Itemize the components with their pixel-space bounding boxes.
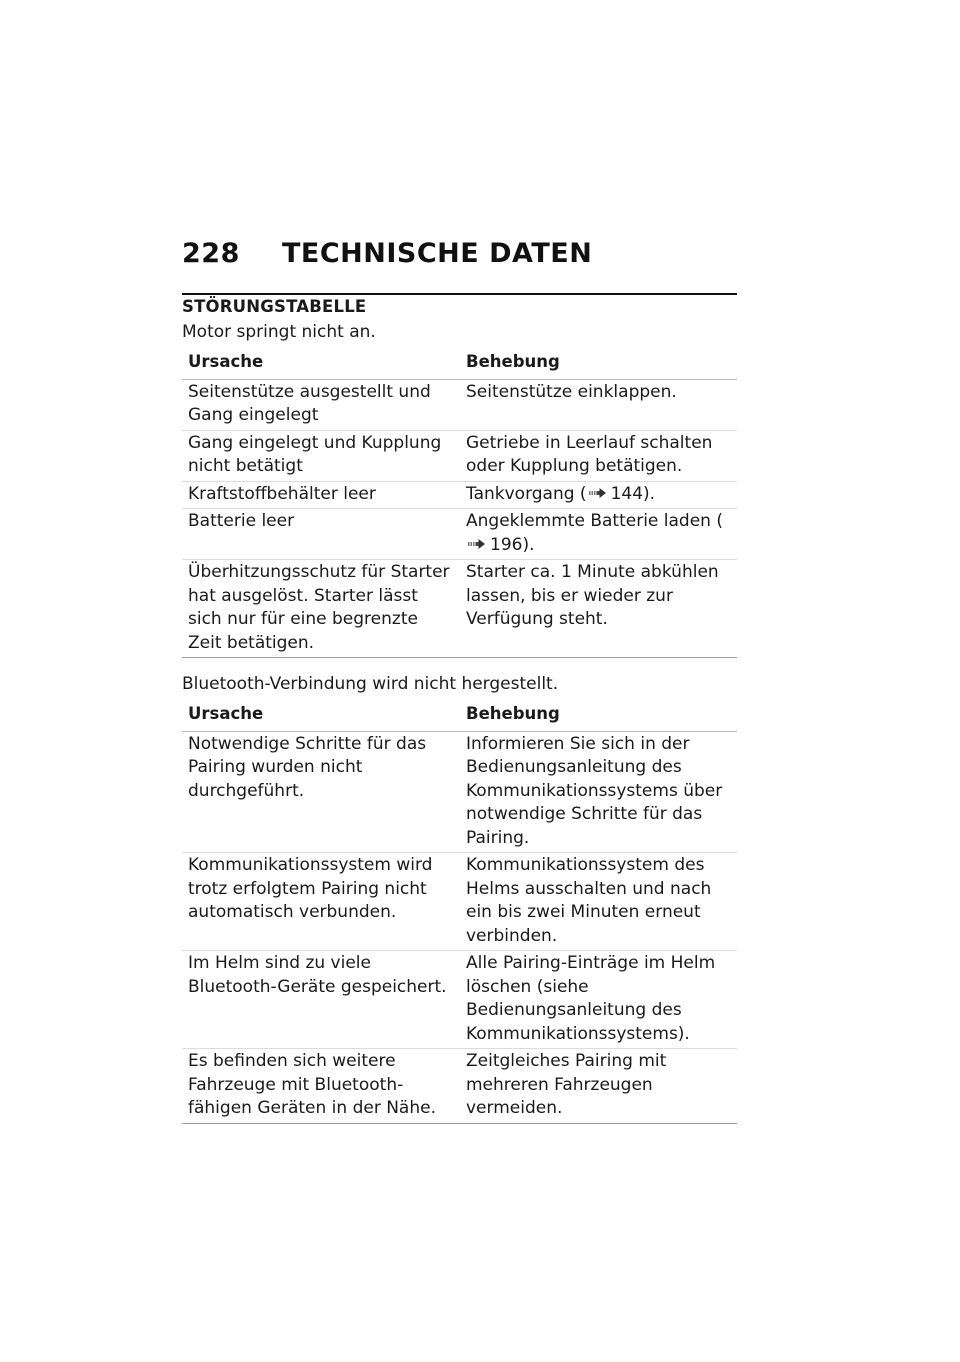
fix-cell — [460, 481, 737, 509]
table-row — [182, 951, 737, 1049]
arrow-right-icon — [589, 488, 607, 498]
chapter-title: TECHNISCHE DATEN — [282, 238, 593, 269]
fix-cell — [460, 509, 737, 560]
fix-text-end: ). — [522, 534, 535, 555]
column-header-cause: Ursache — [182, 344, 460, 379]
troubleshooting-table-bluetooth — [182, 696, 737, 1124]
fix-cell: Informieren Sie sich in der Bedienungsanleitung des Kommunikationssystems über notwendige Schritte für das Pairing. — [460, 731, 737, 853]
column-header-fix: Behebung — [460, 696, 737, 731]
table-row — [182, 731, 737, 853]
cause-cell: Seitenstütze ausgestellt und Gang eingelegt — [182, 379, 460, 430]
table-header-row — [182, 344, 737, 379]
table-row — [182, 379, 737, 430]
cause-cell: Überhitzungsschutz für Starter hat ausgelöst. Starter lässt sich nur für eine begrenzte Zeit betätigen. — [182, 560, 460, 658]
cause-cell: Es befinden sich weitere Fahrzeuge mit Bluetooth-fähigen Geräten in der Nähe. — [182, 1049, 460, 1124]
header-divider — [182, 293, 737, 295]
page-reference-link[interactable]: 196 — [490, 534, 523, 555]
fix-text: Tankvorgang ( — [466, 483, 587, 504]
fix-text-end: ). — [643, 483, 656, 504]
table-header-row — [182, 696, 737, 731]
arrow-right-icon — [468, 539, 486, 549]
section-title: STÖRUNGSTABELLE — [182, 297, 367, 316]
cause-cell: Im Helm sind zu viele Bluetooth-Geräte gespeichert. — [182, 951, 460, 1049]
table-row — [182, 481, 737, 509]
page-header — [182, 238, 737, 282]
fix-cell: Starter ca. 1 Minute abkühlen lassen, bis er wieder zur Verfügung steht. — [460, 560, 737, 658]
manual-page — [182, 238, 737, 1124]
table-row — [182, 1049, 737, 1124]
fix-cell: Zeitgleiches Pairing mit mehreren Fahrzeugen vermeiden. — [460, 1049, 737, 1124]
cause-cell: Notwendige Schritte für das Pairing wurden nicht durchgeführt. — [182, 731, 460, 853]
fix-cell: Seitenstütze einklappen. — [460, 379, 737, 430]
fix-cell: Alle Pairing-Einträge im Helm löschen (siehe Bedienungsanleitung des Kommunikationssystems). — [460, 951, 737, 1049]
table-row — [182, 430, 737, 481]
table-row — [182, 509, 737, 560]
fix-cell: Getriebe in Leerlauf schalten oder Kupplung betätigen. — [460, 430, 737, 481]
table1-intro: Motor springt nicht an. — [182, 322, 376, 342]
cause-cell: Gang eingelegt und Kupplung nicht betätigt — [182, 430, 460, 481]
page-number: 228 — [182, 238, 240, 269]
table-row — [182, 853, 737, 951]
cause-cell: Kommunikationssystem wird trotz erfolgtem Pairing nicht automatisch verbunden. — [182, 853, 460, 951]
cause-cell: Batterie leer — [182, 509, 460, 560]
troubleshooting-table-engine — [182, 344, 737, 658]
table-row — [182, 560, 737, 658]
fix-cell: Kommunikationssystem des Helms ausschalten und nach ein bis zwei Minuten erneut verbinden. — [460, 853, 737, 951]
column-header-fix: Behebung — [460, 344, 737, 379]
cause-cell: Kraftstoffbehälter leer — [182, 481, 460, 509]
fix-text: Angeklemmte Batterie laden ( — [466, 511, 723, 531]
page-reference-link[interactable]: 144 — [610, 483, 644, 504]
table2-intro: Bluetooth-Verbindung wird nicht hergestellt. — [182, 674, 559, 694]
column-header-cause: Ursache — [182, 696, 460, 731]
